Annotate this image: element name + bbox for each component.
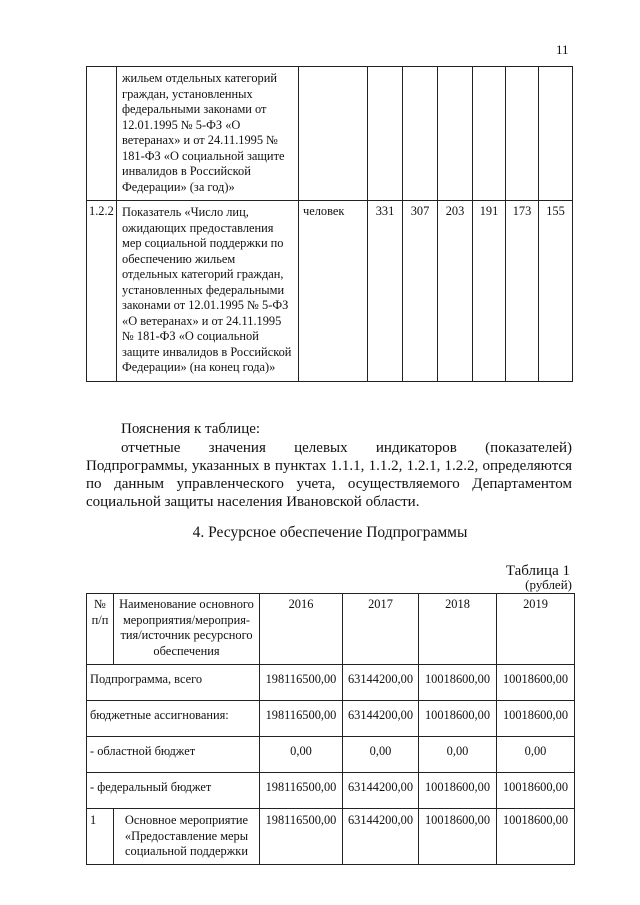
- row-number: 1.2.2: [87, 201, 117, 382]
- row-label: бюджетные ассигнования:: [87, 701, 260, 737]
- row-label: - областной бюджет: [87, 737, 260, 773]
- notes-word: индикаторов: [375, 440, 457, 456]
- indicator-value: [403, 67, 438, 201]
- indicator-value: [473, 67, 506, 201]
- row-number: 1: [87, 809, 114, 865]
- indicator-value: 155: [539, 201, 573, 382]
- table-row: [87, 737, 575, 773]
- indicator-value: 173: [506, 201, 539, 382]
- notes-line: [86, 439, 572, 457]
- cell-value: 0,00: [497, 737, 575, 773]
- table-row: [87, 773, 575, 809]
- notes-title: Пояснения к таблице:: [121, 421, 261, 437]
- cell-value: 63144200,00: [343, 665, 419, 701]
- cell-value: 0,00: [343, 737, 419, 773]
- indicator-value: [438, 67, 473, 201]
- cell-value: 198116500,00: [260, 665, 343, 701]
- row-label: Подпрограмма, всего: [87, 665, 260, 701]
- table-label: Таблица 1: [505, 563, 570, 579]
- header-name: Наименование основного мероприятия/мероприя-тия/источник ресурсного обеспечения: [114, 594, 260, 665]
- indicator-value: 331: [368, 201, 403, 382]
- cell-value: 10018600,00: [419, 665, 497, 701]
- indicator-value: 307: [403, 201, 438, 382]
- cell-value: 10018600,00: [419, 701, 497, 737]
- section-title: 4. Ресурсное обеспечение Подпрограммы: [192, 524, 468, 541]
- indicator-value: [539, 67, 573, 201]
- cell-value: 10018600,00: [497, 665, 575, 701]
- indicator-value: 203: [438, 201, 473, 382]
- table-row: [87, 67, 573, 201]
- row-number: [87, 67, 117, 201]
- table-row: [87, 665, 575, 701]
- notes-word: значения: [208, 440, 266, 456]
- cell-value: 10018600,00: [497, 701, 575, 737]
- cell-value: 198116500,00: [260, 809, 343, 865]
- table-unit: (рублей): [525, 577, 572, 592]
- header-year: 2019: [497, 594, 575, 665]
- cell-value: 10018600,00: [497, 773, 575, 809]
- notes-word: отчетные: [121, 440, 181, 456]
- table-header-row: [87, 594, 575, 665]
- header-year: 2018: [419, 594, 497, 665]
- indicator-name: жильем отдельных категорий граждан, установленных федеральными законами от 12.01.1995 № 5-ФЗ «О ветеранах» и от 24.11.1995 № 181-ФЗ «О социальной защите инвалидов в Российской Федерации» (за год)»: [117, 67, 299, 201]
- row-label: - федеральный бюджет: [87, 773, 260, 809]
- resource-table: [86, 593, 575, 865]
- cell-value: 10018600,00: [419, 773, 497, 809]
- indicator-value: 191: [473, 201, 506, 382]
- indicator-value: [506, 67, 539, 201]
- cell-value: 198116500,00: [260, 773, 343, 809]
- notes-line: Подпрограммы, указанных в пунктах 1.1.1, 1.1.2, 1.2.1, 1.2.2, определяются: [86, 458, 572, 474]
- cell-value: 0,00: [419, 737, 497, 773]
- cell-value: 0,00: [260, 737, 343, 773]
- notes-line: социальной защиты населения Ивановской области.: [86, 494, 420, 510]
- page-number: 11: [556, 42, 569, 57]
- indicator-unit: человек: [299, 201, 368, 382]
- indicator-value: [368, 67, 403, 201]
- indicator-name: Показатель «Число лиц, ожидающих предоставления мер социальной поддержки по обеспечению жильем отдельных категорий граждан, установленных федеральными законами от 12.01.1995 № 5-ФЗ «О ветеранах» и от 24.11.1995 № 181-ФЗ «О социальной защите инвалидов в Российской Федерации» (на конец года)»: [117, 201, 299, 382]
- header-year: 2017: [343, 594, 419, 665]
- notes-line: по данным управленческого учета, осуществляемого Департаментом: [86, 476, 572, 492]
- cell-value: 198116500,00: [260, 701, 343, 737]
- cell-value: 10018600,00: [419, 809, 497, 865]
- header-no: № п/п: [87, 594, 114, 665]
- table-row: [87, 701, 575, 737]
- header-year: 2016: [260, 594, 343, 665]
- cell-value: 10018600,00: [497, 809, 575, 865]
- cell-value: 63144200,00: [343, 701, 419, 737]
- indicator-table: [86, 66, 573, 382]
- table-row: [87, 809, 575, 865]
- cell-value: 63144200,00: [343, 809, 419, 865]
- indicator-unit: [299, 67, 368, 201]
- row-label: Основное мероприятие «Предоставление меры социальной поддержки: [114, 809, 260, 865]
- notes-word: целевых: [294, 440, 348, 456]
- table-row: [87, 201, 573, 382]
- cell-value: 63144200,00: [343, 773, 419, 809]
- notes-word: (показателей): [485, 440, 572, 456]
